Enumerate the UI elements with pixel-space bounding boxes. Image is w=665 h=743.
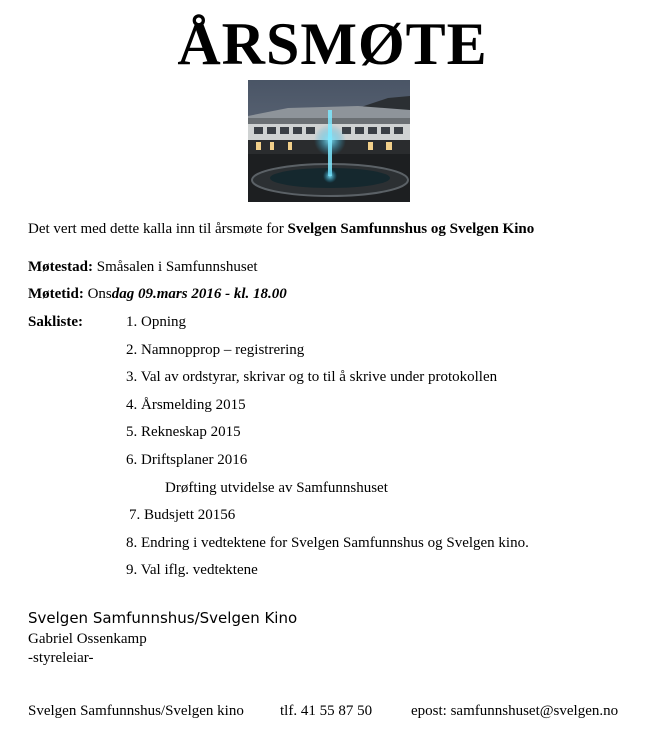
- meeting-place-label: Møtestad:: [28, 259, 93, 275]
- footer-phone: tlf. 41 55 87 50: [280, 703, 373, 719]
- agenda-item: 3. Val av ordstyrar, skrivar og to til å skrive under protokollen: [126, 369, 498, 385]
- agenda-item: 7. Budsjett 20156: [129, 507, 236, 523]
- agenda-item: 8. Endring i vedtektene for Svelgen Samfunnshus og Svelgen kino.: [126, 535, 529, 551]
- samfunnshus-photo: [248, 80, 410, 202]
- agenda-label: Sakliste:: [28, 314, 84, 330]
- intro-text: Det vert med dette kalla inn til årsmøte for: [28, 221, 288, 237]
- meeting-time: [28, 286, 287, 303]
- signature-name: Gabriel Ossenkamp: [28, 631, 147, 647]
- agenda-item: 1. Opning: [126, 314, 186, 330]
- agenda-item: 4. Årsmelding 2015: [126, 397, 246, 413]
- agenda-item: 6. Driftsplaner 2016: [126, 452, 248, 468]
- footer-email: epost: samfunnshuset@svelgen.no: [411, 703, 619, 719]
- meeting-place-value: Småsalen i Samfunnshuset: [92, 259, 258, 275]
- footer-organisation: Svelgen Samfunnshus/Svelgen kino: [28, 703, 244, 719]
- agenda-item: 9. Val iflg. vedtektene: [126, 562, 258, 578]
- intro-organisations: Svelgen Samfunnshus og Svelgen Kino: [287, 221, 535, 237]
- agenda-item: 5. Rekneskap 2015: [126, 424, 241, 440]
- signature-role: -styreleiar-: [28, 650, 94, 666]
- meeting-time-value: dag 09.mars 2016 - kl. 18.00: [111, 286, 287, 302]
- meeting-time-prefix: Ons: [83, 286, 112, 302]
- agenda-subitem: Drøfting utvidelse av Samfunnshuset: [165, 480, 388, 496]
- signature-organisation: Svelgen Samfunnshus/Svelgen Kino: [28, 609, 298, 627]
- meeting-time-label: Møtetid:: [28, 286, 84, 302]
- page-title: ÅRSMØTE: [177, 11, 488, 77]
- intro-paragraph: [28, 221, 534, 238]
- agenda-item: 2. Namnopprop – registrering: [126, 342, 305, 358]
- meeting-place: [28, 259, 258, 276]
